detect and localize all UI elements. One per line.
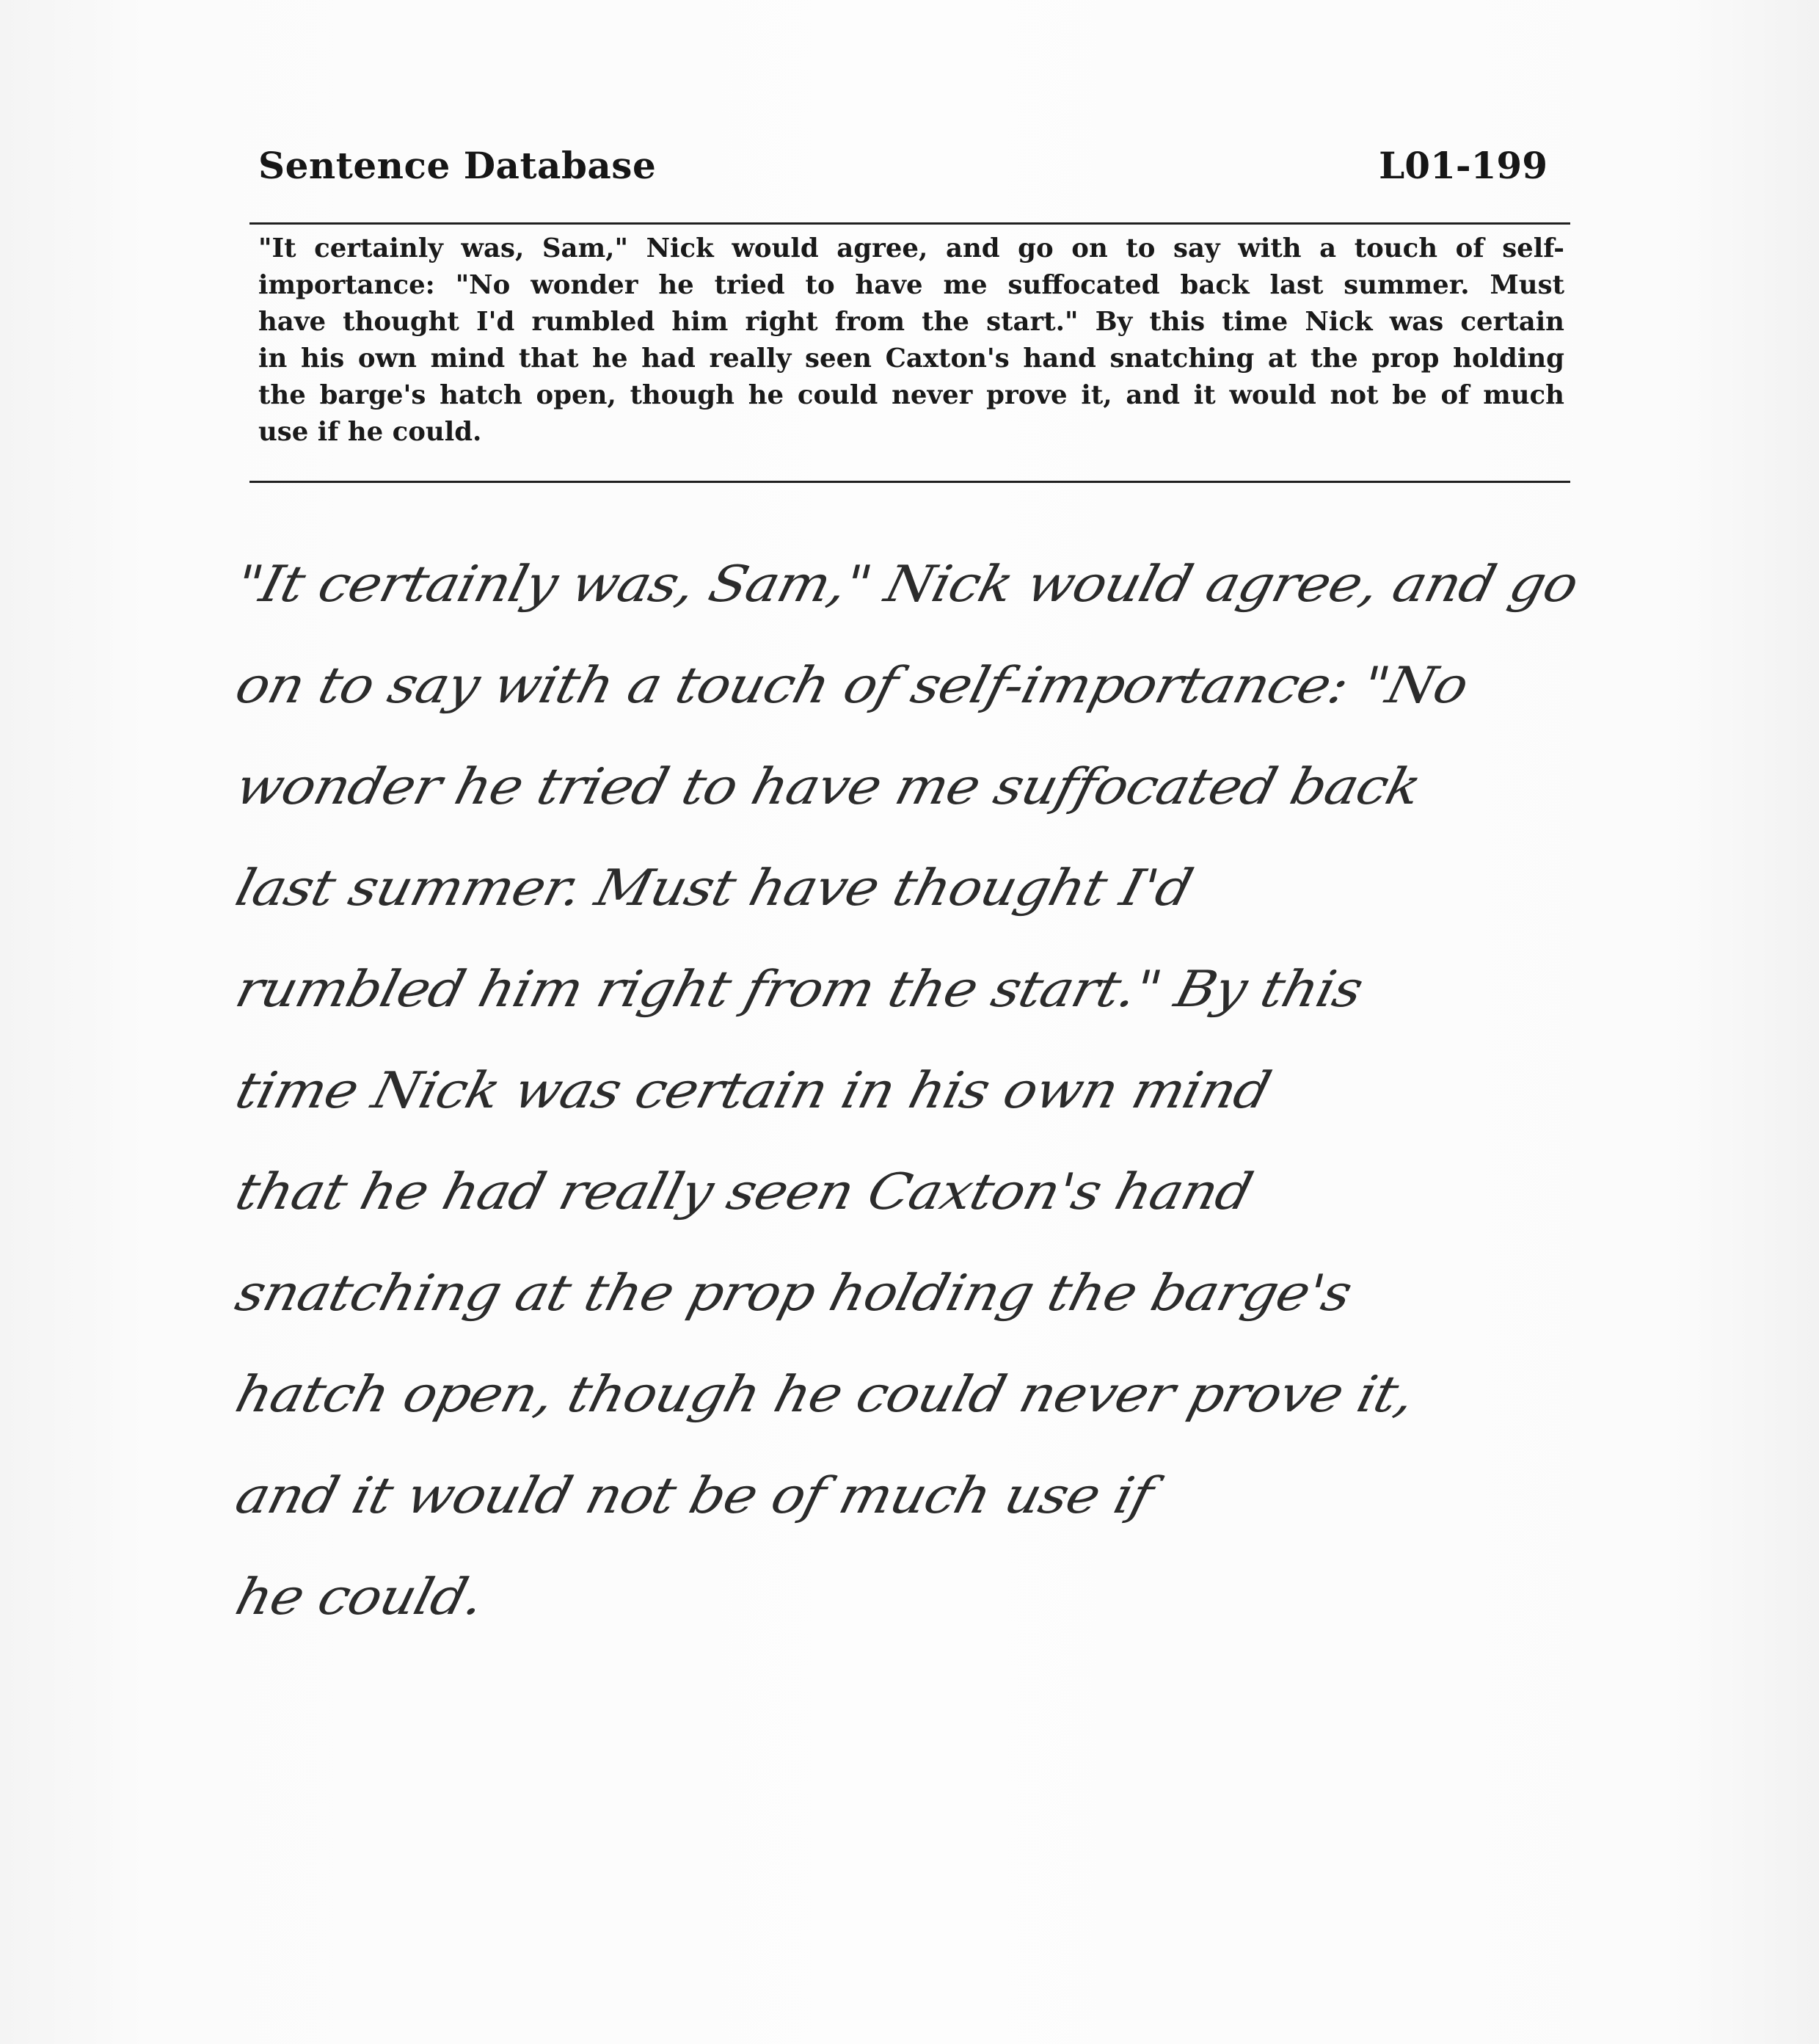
printed-text-block xyxy=(258,230,1564,451)
handwritten-line: and it would not be of much use if xyxy=(230,1466,1159,1525)
handwritten-line: hatch open, though he could never prove it, xyxy=(230,1365,1421,1424)
printed-line: have thought I'd rumbled him right from the start." By this time Nick was certain xyxy=(258,307,1564,337)
database-title: Sentence Database xyxy=(258,144,657,187)
printed-line: the barge's hatch open, though he could never prove it, and it would not be of much xyxy=(258,380,1564,410)
printed-line: in his own mind that he had really seen Caxton's hand snatching at the prop holding xyxy=(258,343,1564,374)
handwritten-line: "It certainly was, Sam," Nick would agree, and go xyxy=(230,555,1584,614)
handwritten-line: he could. xyxy=(230,1568,490,1626)
top-rule xyxy=(249,222,1570,225)
printed-line: "It certainly was, Sam," Nick would agree, and go on to say with a touch of self- xyxy=(258,233,1564,263)
handwritten-line: time Nick was certain in his own mind xyxy=(230,1061,1277,1120)
printed-line: use if he could. xyxy=(258,417,482,447)
handwritten-line: snatching at the prop holding the barge's xyxy=(230,1264,1357,1323)
printed-line: importance: "No wonder he tried to have me suffocated back last summer. Must xyxy=(258,270,1564,300)
handwritten-line: rumbled him right from the start." By this xyxy=(230,960,1368,1019)
handwritten-line: on to say with a touch of self-importance: "No xyxy=(230,656,1474,715)
handwritten-line: wonder he tried to have me suffocated back xyxy=(230,757,1427,816)
handwritten-line: that he had really seen Caxton's hand xyxy=(230,1163,1258,1221)
bottom-rule xyxy=(249,481,1570,483)
handwritten-text-block xyxy=(230,543,1585,1657)
form-id: L01-199 xyxy=(1379,144,1548,187)
handwritten-line: last summer. Must have thought I'd xyxy=(230,859,1198,917)
